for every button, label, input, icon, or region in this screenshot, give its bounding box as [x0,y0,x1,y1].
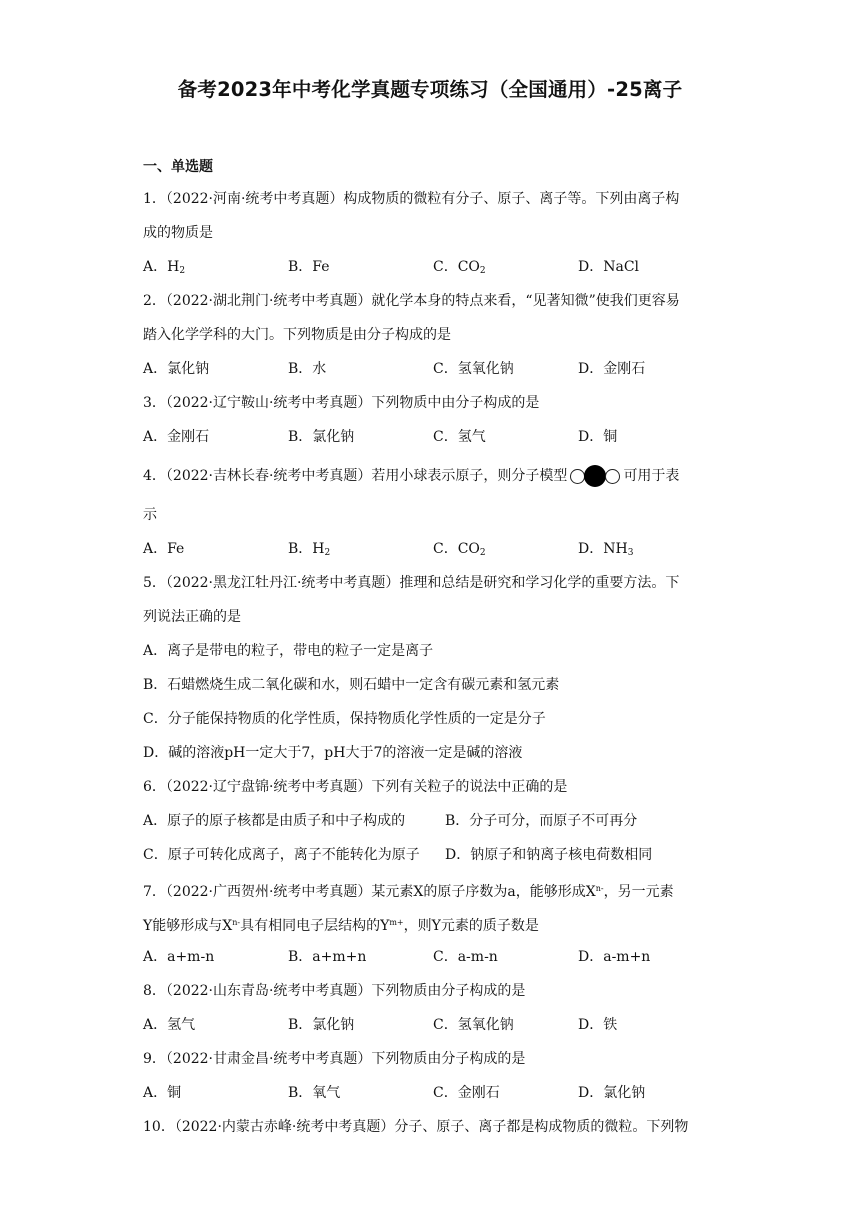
option-a: A．a+m-n [143,949,215,965]
option-b: B．Fe [288,259,330,275]
question-8-stem: 8．（2022·山东青岛·统考中考真题）下列物质由分子构成的是 [143,983,526,999]
question-9-stem: 9．（2022·甘肃金昌·统考中考真题）下列物质由分子构成的是 [143,1051,526,1067]
small-atom-icon [570,469,585,484]
option-d: D．a-m+n [578,949,651,965]
option-c: C．分子能保持物质的化学性质，保持物质化学性质的一定是分子 [143,711,546,727]
option-c: C．氢氧化钠 [433,361,514,377]
option-d: D．金刚石 [578,361,646,377]
question-8-options [143,1008,723,1042]
option-b: B．分子可分，而原子不可再分 [445,813,638,829]
option-d: D．铁 [578,1017,618,1033]
question-10-stem: 10．（2022·内蒙古赤峰·统考中考真题）分子、原子、离子都是构成物质的微粒。下列物 [143,1119,689,1135]
question-2-stem-cont: 踏入化学学科的大门。下列物质是由分子构成的是 [143,327,451,343]
question-4-stem: 4．（2022·吉林长春·统考中考真题）若用小球表示原子，则分子模型 可用于表 [143,454,723,498]
option-b: B．氧气 [288,1085,341,1101]
option-d: D．碱的溶液pH一定大于7，pH大于7的溶液一定是碱的溶液 [143,745,523,761]
question-6-stem: 6．（2022·辽宁盘锦·统考中考真题）下列有关粒子的说法中正确的是 [143,779,568,795]
question-7-stem: 7．（2022·广西贺州·统考中考真题）某元素X的原子序数为a，能够形成$X^{n-}$，另一元素 [143,884,674,900]
large-atom-icon [584,465,606,487]
option-a: A．Fe [143,541,185,557]
option-d: D．NaCl [578,259,640,275]
option-c: C．金刚石 [433,1085,500,1101]
question-list [143,182,723,1144]
question-5-stem: 5．（2022·黑龙江牡丹江·统考中考真题）推理和总结是研究和学习化学的重要方法。下 [143,575,680,591]
option-a: A．氢气 [143,1017,196,1033]
question-2-stem: 2．（2022·湖北荆门·统考中考真题）就化学本身的特点来看，“见著知微”使我们更容易 [143,293,680,309]
option-c: C．原子可转化成离子，离子不能转化为原子 [143,847,420,863]
small-atom-icon [605,469,620,484]
option-a: A．铜 [143,1085,182,1101]
question-3-options [143,420,723,454]
option-a: A．金刚石 [143,429,210,445]
option-a: A．$H_2$ [143,259,186,276]
option-d: D．铜 [578,429,618,445]
question-1-options [143,250,723,284]
question-6-options-row2 [143,838,723,872]
option-c: C．氢气 [433,429,486,445]
option-d: D．$NH_3$ [578,541,634,558]
section-heading: 一、单选题 [143,159,213,175]
option-b: B．氯化钠 [288,429,355,445]
option-b: B．石蜡燃烧生成二氧化碳和水，则石蜡中一定含有碳元素和氢元素 [143,677,560,693]
option-c: C．$CO_2$ [433,259,486,276]
molecule-model-figure [570,465,620,487]
option-c: C．a-m-n [433,949,498,965]
question-2-options [143,352,723,386]
option-a: A．原子的原子核都是由质子和中子构成的 [143,813,406,829]
question-4-stem-cont: 示 [143,507,157,523]
option-a: A．氯化钠 [143,361,210,377]
question-9-options [143,1076,723,1110]
question-4-options [143,532,723,566]
option-a: A．离子是带电的粒子，带电的粒子一定是离子 [143,643,434,659]
question-1-stem-cont: 成的物质是 [143,225,213,241]
option-d: D．钠原子和钠离子核电荷数相同 [445,847,653,863]
option-b: B．氯化钠 [288,1017,355,1033]
page-title: 备考2023年中考化学真题专项练习（全国通用）-25离子 [177,78,683,101]
question-7-stem-cont: Y能够形成与$X^{n-}$具有相同电子层结构的$Y^{m+}$，则Y元素的质子数是 [143,918,539,934]
question-1-stem: 1．（2022·河南·统考中考真题）构成物质的微粒有分子、原子、离子等。下列由离子构 [143,191,680,207]
option-b: B．水 [288,361,327,377]
option-b: B．a+m+n [288,949,367,965]
question-5-stem-cont: 列说法正确的是 [143,609,241,625]
question-7-options [143,940,723,974]
option-d: D．氯化钠 [578,1085,646,1101]
option-c: C．氢氧化钠 [433,1017,514,1033]
option-b: B．$H_2$ [288,541,331,558]
question-6-options-row1 [143,804,723,838]
option-c: C．$CO_2$ [433,541,486,558]
question-3-stem: 3．（2022·辽宁鞍山·统考中考真题）下列物质中由分子构成的是 [143,395,540,411]
